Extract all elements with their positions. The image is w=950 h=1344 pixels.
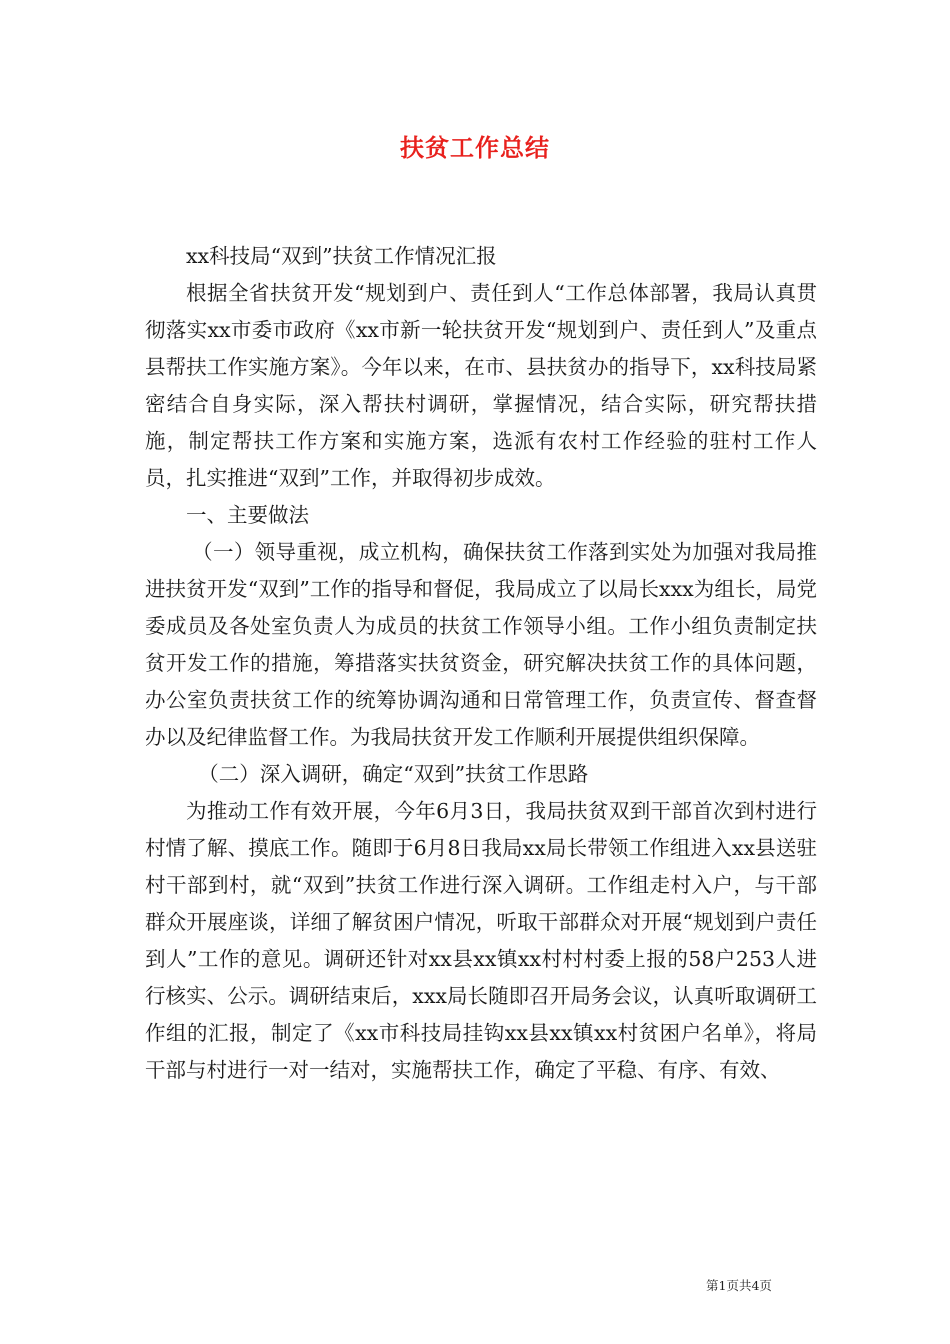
page-number-footer: 第1页共4页 [706,1278,772,1293]
document-body [145,238,817,1089]
paragraph-research: 为推动工作有效开展，今年6月3日，我局扶贫双到干部首次到村进行村情了解、摸底工作。随即于6月8日我局xx局长带领工作组进入xx县送驻村干部到村，就“双到”扶贫工作进行深入调研。工作组走村入户，与干部群众开展座谈，详细了解贫困户情况，听取干部群众对开展“规划到户责任到人”工作的意见。调研还针对xx县xx镇xx村村村委上报的58户253人进行核实、公示。调研结束后，xxx局长随即召开局务会议，认真听取调研工作组的汇报，制定了《xx市科技局挂钩xx县xx镇xx村贫困户名单》，将局干部与村进行一对一结对，实施帮扶工作，确定了平稳、有序、有效、 [145,799,817,1082]
report-heading: xx科技局“双到”扶贫工作情况汇报 [186,244,497,268]
document-title: 扶贫工作总结 [400,134,550,162]
section-heading-main-practices: 一、主要做法 [186,503,309,527]
paragraph-subsection-1: （一）领导重视，成立机构，确保扶贫工作落到实处为加强对我局推进扶贫开发“双到”工作的指导和督促，我局成立了以局长xxx为组长，局党委成员及各处室负责人为成员的扶贫工作领导小组。工作小组负责制定扶贫开发工作的措施，筹措落实扶贫资金，研究解决扶贫工作的具体问题，办公室负责扶贫工作的统筹协调沟通和日常管理工作，负责宣传、督查督办以及纪律监督工作。为我局扶贫开发工作顺利开展提供组织保障。 [145,540,817,749]
subsection-heading-2: （二）深入调研，确定“双到”扶贫工作思路 [198,762,589,786]
paragraph-intro: 根据全省扶贫开发“规划到户、责任到人“工作总体部署，我局认真贯彻落实xx市委市政府《xx市新一轮扶贫开发“规划到户、责任到人”及重点县帮扶工作实施方案》。今年以来，在市、县扶贫办的指导下，xx科技局紧密结合自身实际，深入帮扶村调研，掌握情况，结合实际，研究帮扶措施，制定帮扶工作方案和实施方案，选派有农村工作经验的驻村工作人员，扎实推进“双到”工作，并取得初步成效。 [145,281,817,490]
